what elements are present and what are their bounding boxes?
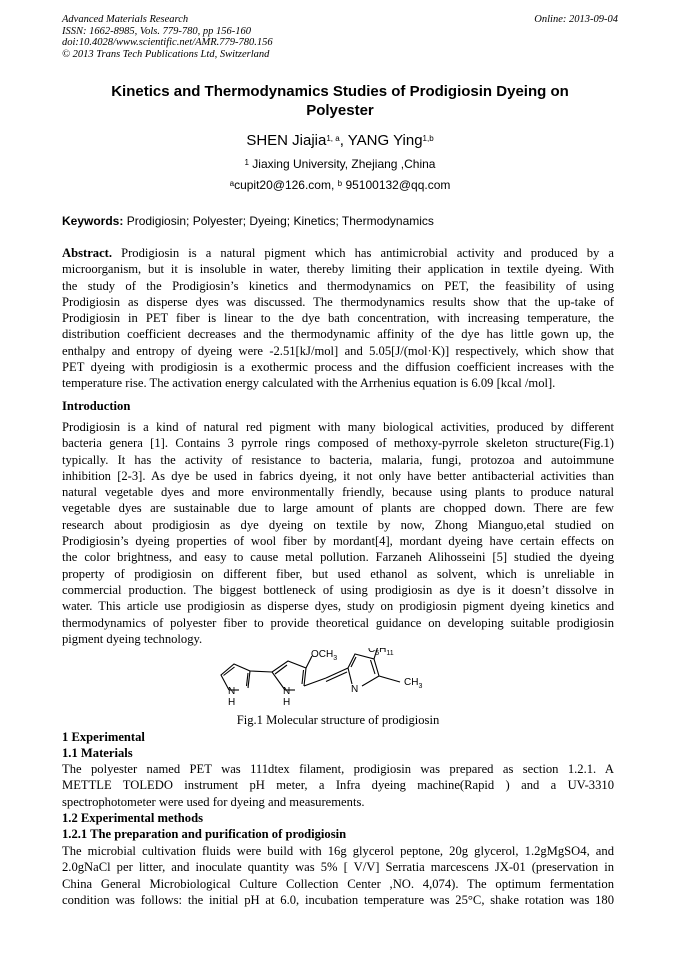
journal-copyright: © 2013 Trans Tech Publications Ltd, Switzerland — [62, 48, 270, 60]
materials-line: METTLE TOLEDO instrument pH meter, a Infra dyeing machine(Rapid ) and a UV-3310 — [62, 778, 614, 793]
abstract-line: Abstract. Prodigiosin is a natural pigment which has antimicrobial activity and produced by a — [62, 246, 614, 260]
label-n-ring2: N — [283, 686, 291, 697]
abstract-line: microorganism, but it is insoluble in water, thereby limiting their application in textile dyeing. With — [62, 262, 614, 277]
journal-header — [62, 14, 618, 60]
introduction-heading: Introduction — [62, 399, 131, 413]
prodigiosin-structure — [214, 648, 464, 710]
paper-title — [62, 82, 618, 120]
intro-line: Prodigiosin’s dyeing properties of wool fiber by mordant[4], mordant dyeing have certain effects on — [62, 534, 614, 549]
author-2: YANG Ying — [347, 132, 423, 149]
intro-line: typically. It has the activity of resistance to bacteria, malaria, fungi, protozoa and autoimmune — [62, 452, 614, 467]
keywords-text: Prodigiosin; Polyester; Dyeing; Kinetics; Thermodynamics — [123, 214, 434, 228]
affiliation-text: Jiaxing University, Zhejiang ,China — [248, 157, 436, 171]
journal-name: Advanced Materials Research — [62, 14, 189, 25]
journal-doi: doi:10.4028/www.scientific.net/AMR.779-780.156 — [62, 37, 273, 48]
intro-line: the color brightness, and easy to cause metal pollution. Farzaneh Alihosseini [5] studied the dyeing — [62, 550, 614, 565]
affiliation — [62, 157, 618, 172]
abstract-line: Prodigiosin as disperse dyes was discussed. The thermodynamics results show that the up-take of — [62, 294, 614, 309]
abstract-line: PET dyeing with prodigiosin is a exothermic process and the diffusion coefficient increases with the — [62, 360, 614, 375]
materials-line: spectrophotometer were used for dyeing and measurements. — [62, 794, 365, 809]
intro-line: water. This article use prodigiosin as disperse dyes, study on prodigiosin pigment dyeing kinetics and — [62, 599, 614, 614]
author-2-marks: 1,b — [422, 134, 434, 143]
materials-line: The polyester named PET was 111dtex filament, prodigiosin was prepared as section 1.2.1. A — [62, 762, 614, 776]
journal-issn: ISSN: 1662-8985, Vols. 779-780, pp 156-160 — [62, 25, 251, 37]
keywords-label: Keywords: — [62, 214, 124, 228]
abstract-label: Abstract. — [62, 246, 113, 260]
experimental-heading: 1 Experimental — [62, 730, 145, 744]
email-b: 95100132@qq.com — [342, 178, 451, 192]
materials-body — [62, 761, 614, 810]
preparation-heading: 1.2.1 The preparation and purification of prodigiosin — [62, 827, 347, 841]
prep-line: 2.0gNaCl per litter, and inoculate quantity was 5% [ V/V] Serratia marcescens JX-01 (preservation in — [62, 860, 614, 875]
label-h-ring1: H — [228, 697, 236, 708]
email-a: cupit20@126.com, — [234, 178, 338, 192]
author-1: SHEN Jiajia — [246, 132, 327, 149]
author-separator: , — [339, 132, 348, 149]
prep-line: China General Microbiological Culture Collection Center ,NO. 4,074). The optimum fermentation — [62, 876, 614, 891]
author-1-marks: 1, a — [326, 134, 340, 143]
intro-line: property of prodigiosin on different fiber, but used ethanol as solvent, which is unreliable in — [62, 566, 614, 581]
materials-heading: 1.1 Materials — [62, 746, 133, 760]
intro-line: research about prodigiosin as dye dyeing on textile by now, Zhong Mianguo,etal studied on — [62, 517, 614, 532]
paper-title-line2: Polyester — [306, 102, 374, 119]
keywords — [62, 214, 618, 229]
authors — [62, 132, 618, 150]
label-ch3: $CH_3$ — [404, 677, 423, 690]
paper-title-line1: Kinetics and Thermodynamics Studies of Prodigiosin Dyeing on — [111, 83, 569, 100]
abstract-line: enthalpy and entropy of dyeing were -2.51[kJ/mol] and 5.05[J/(mol·K)] respectively, which show that — [62, 343, 614, 358]
prep-line: condition was follows: the initial pH at 6.0, incubation temperature was 25°C, shake rotation was 180 — [62, 892, 614, 907]
abstract-line: the study of the Prodigiosin’s kinetics and thermodynamics on PET, the feasibility of using — [62, 278, 614, 293]
intro-line: natural vegetable dyes and more environmentally friendly, because using plants to produce natural — [62, 485, 614, 500]
abstract-line: Prodigiosin in PET fiber is linear to the dye bath concentration, with increasing temperature, the — [62, 311, 614, 326]
affiliation-mark: 1 — [244, 158, 249, 167]
online-date: Online: 2013-09-04 — [534, 14, 618, 25]
label-n-ring3: N — [351, 684, 359, 695]
email-b-mark: b — [337, 179, 343, 188]
intro-line: commercial production. The biggest bottleneck of using prodigiosin as dye is it doesn’t dissolve in — [62, 582, 614, 597]
abstract — [62, 245, 614, 392]
introduction-body — [62, 419, 614, 647]
intro-line: vegetable dyes are sustainable due to large amount of plants are chopped down. There are few — [62, 501, 614, 516]
intro-line: bacteria genera [1]. Contains 3 pyrrole rings composed of methoxy-pyrrole skeleton structure(Fig.1) — [62, 436, 614, 451]
abstract-line: distribution coefficient decreases and the thermodynamic affinity of the dye has little gown up, the — [62, 327, 614, 342]
intro-line: inhibition [2-3]. As dye be used in fabrics dyeing, it not only have better antibacterial activities than — [62, 468, 614, 483]
author-emails — [62, 178, 618, 193]
label-c5h11: $C_5H_{11}$ — [368, 648, 394, 657]
intro-line: thermodynamics of polyester fiber to provide theoretical guidance on developing suitable prodigiosin — [62, 615, 614, 630]
figure-1 — [214, 648, 464, 710]
email-a-mark: a — [229, 179, 235, 188]
preparation-body — [62, 843, 614, 908]
abstract-line: temperature rise. The activation energy calculated with the Arrhenius equation is 6.09 [kcal /mol]. — [62, 376, 556, 391]
label-h-ring2: H — [283, 697, 291, 708]
label-och3: $OCH_3$ — [311, 649, 338, 662]
intro-line: Prodigiosin is a kind of natural red pigment with many biological activities, produced by different — [62, 420, 614, 434]
figure-1-caption: Fig.1 Molecular structure of prodigiosin — [236, 713, 440, 727]
intro-line: pigment dyeing technology. — [62, 631, 203, 646]
methods-heading: 1.2 Experimental methods — [62, 811, 203, 825]
prep-line: The microbial cultivation fluids were build with 16g glycerol peptone, 20g glycerol, 1.2gMgSO4, and — [62, 844, 614, 858]
label-n-ring1: N — [228, 686, 236, 697]
